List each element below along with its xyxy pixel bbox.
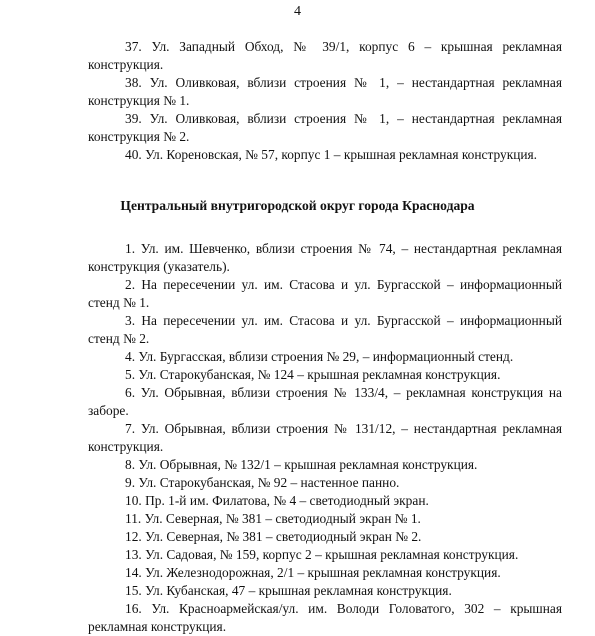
list-item: 16. Ул. Красноармейская/ул. им. Володи Головатого, 302 – крышная рекламная конструкция. [88,601,562,634]
section-heading: Центральный внутригородской округ города Краснодара [120,198,475,213]
page-number: 4 [294,4,301,19]
list-item: 6. Ул. Обрывная, вблизи строения № 133/4, – рекламная конструкция на заборе. [88,385,562,418]
section-2-list [88,240,562,636]
list-item: 7. Ул. Обрывная, вблизи строения № 131/12, – нестандартная рекламная конструкция. [88,421,562,454]
list-item: 39. Ул. Оливковая, вблизи строения № 1, – нестандартная рекламная конструкция № 2. [88,111,562,144]
list-item: 13. Ул. Садовая, № 159, корпус 2 – крышная рекламная конструкция. [125,547,519,562]
list-item: 10. Пр. 1-й им. Филатова, № 4 – светодиодный экран. [125,493,429,508]
list-item: 40. Ул. Кореновская, № 57, корпус 1 – крышная рекламная конструкция. [125,147,538,162]
list-item: 2. На пересечении ул. им. Стасова и ул. Бургасской – информационный стенд № 1. [88,277,562,310]
list-item: 9. Ул. Старокубанская, № 92 – настенное панно. [125,475,400,490]
list-item: 8. Ул. Обрывная, № 132/1 – крышная рекламная конструкция. [125,457,478,472]
section-1-list [88,38,562,164]
list-item: 12. Ул. Северная, № 381 – светодиодный экран № 2. [125,529,422,544]
list-item: 4. Ул. Бургасская, вблизи строения № 29, – информационный стенд. [125,349,514,364]
list-item: 14. Ул. Железнодорожная, 2/1 – крышная рекламная конструкция. [125,565,501,580]
list-item: 3. На пересечении ул. им. Стасова и ул. Бургасской – информационный стенд № 2. [88,313,562,346]
list-item: 15. Ул. Кубанская, 47 – крышная рекламная конструкция. [125,583,452,598]
list-item: 38. Ул. Оливковая, вблизи строения № 1, – нестандартная рекламная конструкция № 1. [88,75,562,108]
list-item: 11. Ул. Северная, № 381 – светодиодный экран № 1. [125,511,421,526]
list-item: 5. Ул. Старокубанская, № 124 – крышная рекламная конструкция. [125,367,501,382]
list-item: 1. Ул. им. Шевченко, вблизи строения № 74, – нестандартная рекламная конструкция (указатель). [88,241,562,274]
list-item: 37. Ул. Западный Обход, № 39/1, корпус 6 – крышная рекламная конструкция. [88,39,562,72]
